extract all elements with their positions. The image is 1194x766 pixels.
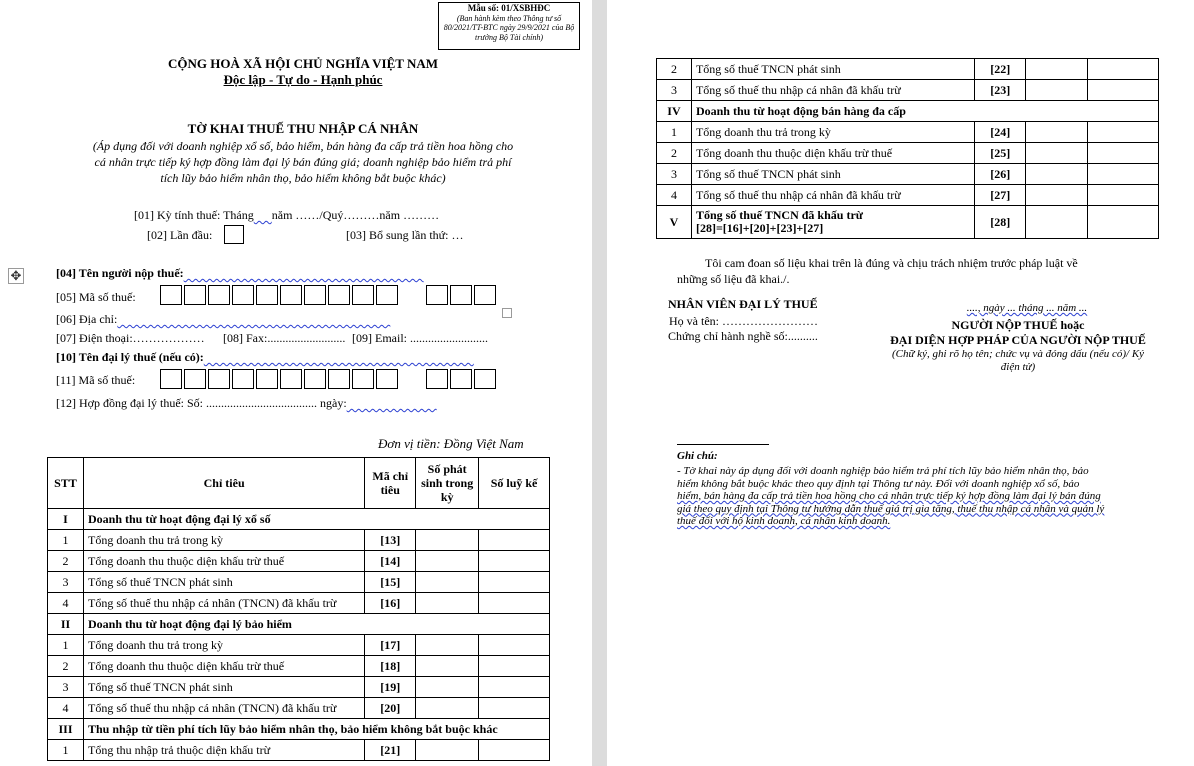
tax-id-cells-branch[interactable] bbox=[426, 285, 498, 305]
form-code-box bbox=[438, 2, 580, 50]
col-header-period: Số phát sinh trong kỳ bbox=[416, 458, 479, 509]
cumulative-value-cell[interactable] bbox=[479, 572, 550, 593]
form-title: TỜ KHAI THUẾ THU NHẬP CÁ NHÂN bbox=[187, 121, 419, 136]
notes-body: - Tờ khai này áp dụng đối với doanh nghiệp bảo hiểm trả phí tích lũy bảo hiểm nhân thọ, bảo hiểm không bắt buộc khác theo quy định tại Thông tư này. Đối với doanh nghiệp xổ số, bảo hiểm, bán hàng đa cấp trả tiền hoa hồng cho cá nhân trực tiếp ký hợp đồng làm đại lý bán đúng giá theo quy định tại Thông tư hướng dẫn thuế giá trị gia tăng, thuế thu nhập cá nhân và quản lý thuế đối với hộ kinh doanh, cá nhân kinh doanh. bbox=[677, 465, 1105, 527]
period-value-cell[interactable] bbox=[1026, 80, 1088, 101]
page-gutter bbox=[592, 0, 607, 766]
address-field[interactable]: [06] Địa chỉ: bbox=[56, 312, 118, 326]
agent-staff-name[interactable]: Họ và tên: …………………… bbox=[669, 314, 818, 328]
period-value-cell[interactable] bbox=[1026, 143, 1088, 164]
period-value-cell[interactable] bbox=[1026, 206, 1088, 239]
signer-title-1: NGƯỜI NỘP THUẾ hoặc bbox=[951, 318, 1085, 332]
cumulative-value-cell[interactable] bbox=[1088, 122, 1159, 143]
col-header-cumulative: Số luỹ kế bbox=[479, 458, 550, 509]
total-formula: [28]=[16]+[20]+[23]+[27] bbox=[695, 221, 824, 235]
cumulative-value-cell[interactable] bbox=[479, 656, 550, 677]
period-value-cell[interactable] bbox=[416, 572, 479, 593]
cumulative-value-cell[interactable] bbox=[479, 698, 550, 719]
period-value-cell[interactable] bbox=[416, 551, 479, 572]
period-value-cell[interactable] bbox=[1026, 164, 1088, 185]
table-row: 2 Tổng số thuế TNCN phát sinh [22] bbox=[657, 59, 1159, 80]
cumulative-value-cell[interactable] bbox=[1088, 185, 1159, 206]
period-value-cell[interactable] bbox=[416, 593, 479, 614]
supplement-field[interactable]: [03] Bổ sung lần thứ: … bbox=[346, 228, 464, 242]
col-header-code: Mã chỉ tiêu bbox=[365, 458, 416, 509]
period-value-cell[interactable] bbox=[1026, 59, 1088, 80]
tax-table-right bbox=[656, 58, 1159, 239]
table-row: 4 Tổng số thuế thu nhập cá nhân (TNCN) đã khấu trừ [20] bbox=[48, 698, 550, 719]
form-issued-note: (Ban hành kèm theo Thông tư số 80/2021/TT-BTC ngày 29/9/2021 của Bộ trưởng Bộ Tài chính) bbox=[443, 13, 575, 42]
table-row: 2 Tổng doanh thu thuộc diện khấu trừ thuế [18] bbox=[48, 656, 550, 677]
sign-date[interactable]: ...., ngày ... tháng ... năm ... bbox=[966, 302, 1088, 314]
signer-note-2: điện tử) bbox=[1000, 361, 1036, 373]
resize-handle-icon[interactable] bbox=[502, 308, 512, 318]
table-row: 1 Tổng thu nhập trả thuộc diện khấu trừ [21] bbox=[48, 740, 550, 761]
table-row: 3 Tổng số thuế thu nhập cá nhân đã khấu trừ [23] bbox=[657, 80, 1159, 101]
period-value-cell[interactable] bbox=[416, 698, 479, 719]
agent-tax-id-cells-branch[interactable] bbox=[426, 369, 498, 389]
table-row: 1 Tổng doanh thu trả trong kỳ [13] bbox=[48, 530, 550, 551]
table-row: 3 Tổng số thuế TNCN phát sinh [26] bbox=[657, 164, 1159, 185]
table-row: 1 Tổng doanh thu trả trong kỳ [17] bbox=[48, 635, 550, 656]
move-handle-icon[interactable]: ✥ bbox=[8, 268, 24, 284]
fax-field[interactable]: [08] Fax:.......................... bbox=[223, 331, 346, 345]
agent-block-title: NHÂN VIÊN ĐẠI LÝ THUẾ bbox=[668, 297, 818, 311]
col-header-indicator: Chỉ tiêu bbox=[83, 458, 364, 509]
phone-field[interactable]: [07] Điện thoại:……………… bbox=[56, 331, 205, 345]
table-row-total: V Tổng số thuế TNCN đã khấu trừ [28]=[16]+[20]+[23]+[27] [28] bbox=[657, 206, 1159, 239]
cumulative-value-cell[interactable] bbox=[479, 593, 550, 614]
cumulative-value-cell[interactable] bbox=[479, 530, 550, 551]
cumulative-value-cell[interactable] bbox=[1088, 206, 1159, 239]
tax-id-cells-main[interactable] bbox=[160, 285, 400, 305]
tax-id-label: [05] Mã số thuế: bbox=[56, 290, 136, 304]
table-row: II Doanh thu từ hoạt động đại lý bảo hiểm bbox=[48, 614, 550, 635]
tax-period-field[interactable]: [01] Kỳ tính thuế: Tháng năm ……/Quý………năm ……… bbox=[134, 208, 440, 222]
agent-contract-field[interactable]: [12] Hợp đồng đại lý thuế: Số: ..................................... ngày: bbox=[56, 396, 347, 410]
cumulative-value-cell[interactable] bbox=[479, 551, 550, 572]
first-time-label: [02] Lần đầu: bbox=[147, 228, 213, 242]
form-number: Mẫu số: 01/XSBHĐC bbox=[467, 3, 551, 13]
period-value-cell[interactable] bbox=[416, 635, 479, 656]
cumulative-value-cell[interactable] bbox=[1088, 164, 1159, 185]
email-field[interactable]: [09] Email: .......................... bbox=[352, 331, 488, 345]
table-row: III Thu nhập từ tiền phí tích lũy bảo hiểm nhân thọ, bảo hiểm không bắt buộc khác bbox=[48, 719, 550, 740]
signer-title-2: ĐẠI DIỆN HỢP PHÁP CỦA NGƯỜI NỘP THUẾ bbox=[890, 333, 1146, 347]
table-row: 1 Tổng doanh thu trả trong kỳ [24] bbox=[657, 122, 1159, 143]
first-time-checkbox[interactable] bbox=[224, 225, 244, 244]
table-row: 3 Tổng số thuế TNCN phát sinh [19] bbox=[48, 677, 550, 698]
cumulative-value-cell[interactable] bbox=[479, 635, 550, 656]
table-row: 4 Tổng số thuế thu nhập cá nhân đã khấu trừ [27] bbox=[657, 185, 1159, 206]
currency-unit: Đơn vị tiền: Đồng Việt Nam bbox=[378, 436, 524, 451]
period-value-cell[interactable] bbox=[416, 677, 479, 698]
agent-certificate[interactable]: Chứng chỉ hành nghề số:.......... bbox=[668, 329, 818, 343]
taxpayer-name-field[interactable]: [04] Tên người nộp thuế: bbox=[56, 266, 184, 280]
cumulative-value-cell[interactable] bbox=[479, 740, 550, 761]
cumulative-value-cell[interactable] bbox=[479, 677, 550, 698]
form-subtitle: (Áp dụng đối với doanh nghiệp xổ số, bảo hiểm, bán hàng đa cấp trả tiền hoa hồng cho cá nhân trực tiếp ký hợp đồng làm đại lý bán đúng giá; doanh nghiệp bảo hiểm trả phí tích lũy bảo hiểm nhân thọ, bảo hiểm không bắt buộc khác) bbox=[92, 139, 514, 185]
table-row: 4 Tổng số thuế thu nhập cá nhân (TNCN) đã khấu trừ [16] bbox=[48, 593, 550, 614]
period-value-cell[interactable] bbox=[416, 740, 479, 761]
notes-title: Ghi chú: bbox=[677, 450, 718, 462]
cumulative-value-cell[interactable] bbox=[1088, 59, 1159, 80]
agent-tax-id-label: [11] Mã số thuế: bbox=[56, 373, 136, 387]
period-value-cell[interactable] bbox=[416, 656, 479, 677]
agent-name-field[interactable]: [10] Tên đại lý thuế (nếu có): bbox=[56, 350, 204, 364]
table-row: IV Doanh thu từ hoạt động bán hàng đa cấp bbox=[657, 101, 1159, 122]
tax-table-left bbox=[47, 457, 550, 761]
table-row: 3 Tổng số thuế TNCN phát sinh [15] bbox=[48, 572, 550, 593]
signer-note-1: (Chữ ký, ghi rõ họ tên; chức vụ và đóng dấu (nếu có)/ Ký bbox=[891, 348, 1145, 360]
period-value-cell[interactable] bbox=[1026, 122, 1088, 143]
period-value-cell[interactable] bbox=[1026, 185, 1088, 206]
col-header-stt: STT bbox=[48, 458, 84, 509]
agent-tax-id-cells-main[interactable] bbox=[160, 369, 400, 389]
cumulative-value-cell[interactable] bbox=[1088, 143, 1159, 164]
table-row: I Doanh thu từ hoạt động đại lý xổ số bbox=[48, 509, 550, 530]
cumulative-value-cell[interactable] bbox=[1088, 80, 1159, 101]
national-heading: CỘNG HOÀ XÃ HỘI CHỦ NGHĨA VIỆT NAM bbox=[167, 56, 439, 71]
notes-divider bbox=[677, 444, 769, 445]
declaration: Tôi cam đoan số liệu khai trên là đúng và chịu trách nhiệm trước pháp luật về những số liệu đã khai./. bbox=[677, 256, 1078, 286]
page-right bbox=[607, 0, 1194, 766]
total-label: Tổng số thuế TNCN đã khấu trừ bbox=[695, 208, 863, 222]
table-row: 2 Tổng doanh thu thuộc diện khấu trừ thuế [14] bbox=[48, 551, 550, 572]
table-row: 2 Tổng doanh thu thuộc diện khấu trừ thuế [25] bbox=[657, 143, 1159, 164]
page-left bbox=[0, 0, 592, 766]
motto: Độc lập - Tự do - Hạnh phúc bbox=[223, 72, 383, 87]
period-value-cell[interactable] bbox=[416, 530, 479, 551]
